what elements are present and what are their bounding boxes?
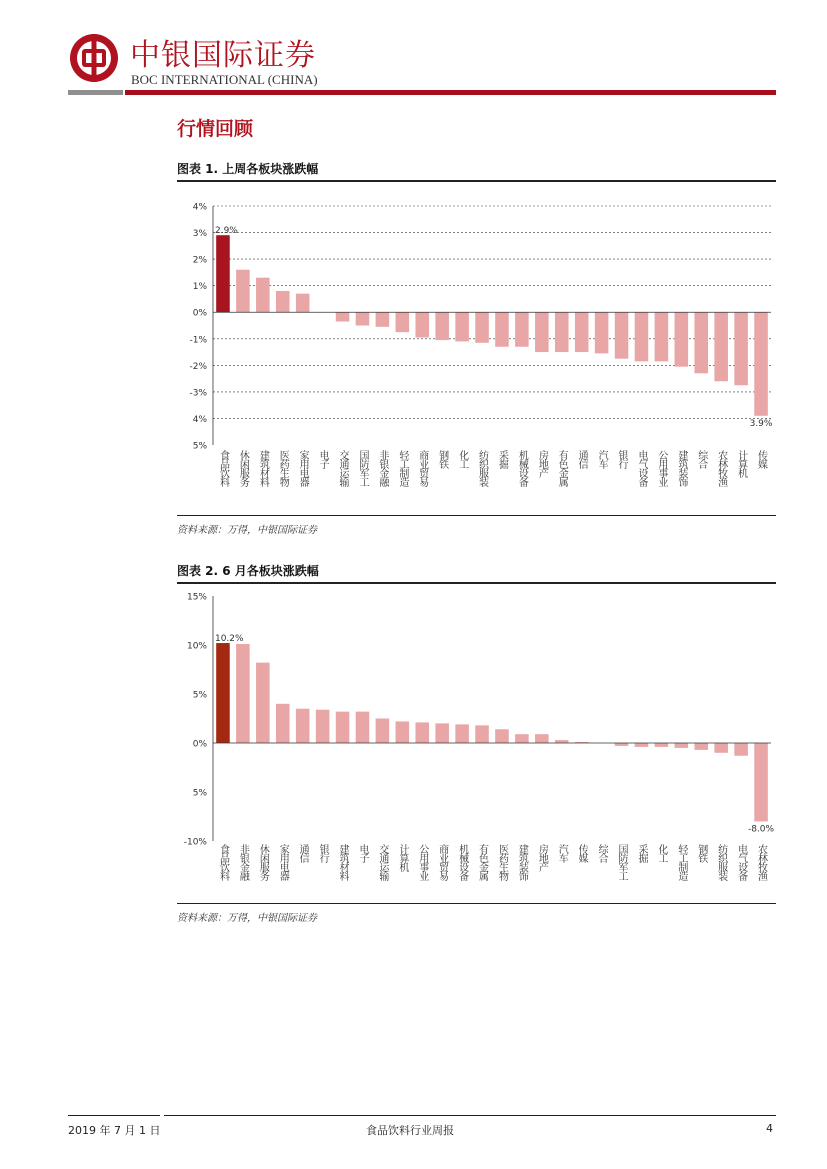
fig1-data-label-last: 3.9% <box>749 418 773 429</box>
figure2-chart <box>177 586 776 902</box>
fig2-y-tick-label: 10% <box>186 641 207 652</box>
fig1-category-label: 商业贸易 <box>416 450 428 486</box>
fig1-bar <box>256 278 270 313</box>
fig2-category-label: 国防军工 <box>616 844 628 880</box>
fig2-bar <box>236 644 250 743</box>
fig1-category-label: 非银金融 <box>376 450 388 486</box>
fig1-data-label-first: 2.9% <box>214 226 238 237</box>
fig2-category-label: 农林牧渔 <box>755 844 767 880</box>
fig2-category-label: 建筑装饰 <box>516 844 528 880</box>
fig2-bar <box>754 743 768 821</box>
footer-rule-left <box>68 1115 160 1116</box>
fig1-category-label: 农林牧渔 <box>715 450 727 486</box>
figure1-bottom-rule <box>177 515 776 516</box>
fig2-bar <box>455 724 469 743</box>
fig1-bar <box>714 312 728 381</box>
fig2-bar <box>734 743 748 756</box>
fig1-y-tick-label: 4% <box>192 202 207 213</box>
fig2-bar <box>276 704 290 743</box>
fig2-category-label: 钢铁 <box>695 844 707 862</box>
fig1-bar <box>415 312 429 337</box>
fig1-category-label: 采掘 <box>496 450 508 468</box>
fig1-y-tick-label: -2% <box>189 361 207 372</box>
fig1-bar <box>555 312 569 352</box>
section-title: 行情回顾 <box>177 118 254 140</box>
fig2-bar <box>615 743 629 746</box>
fig2-bar <box>216 643 230 743</box>
fig1-bar <box>754 312 768 416</box>
fig1-category-label: 银行 <box>616 450 628 468</box>
fig2-y-tick-label: 15% <box>186 592 207 603</box>
fig2-bar <box>515 734 529 743</box>
fig2-data-label-first: 10.2% <box>214 634 244 645</box>
fig2-bar <box>256 663 270 743</box>
fig1-y-tick-label: -3% <box>189 388 207 399</box>
fig1-bar <box>276 291 290 312</box>
fig2-category-label: 家用电器 <box>277 844 289 880</box>
fig1-category-label: 家用电器 <box>297 450 309 486</box>
fig2-category-label: 交通运输 <box>376 844 388 880</box>
figure1-source: 资料来源：万得，中银国际证券 <box>177 525 317 536</box>
fig1-bar <box>535 312 549 352</box>
fig2-category-label: 通信 <box>297 844 309 862</box>
fig1-category-label: 综合 <box>695 450 707 468</box>
fig2-bar <box>555 740 569 743</box>
fig2-bar <box>296 709 310 743</box>
fig1-y-tick-label: 4% <box>192 414 207 425</box>
fig1-bar <box>376 312 390 327</box>
fig1-category-label: 有色金属 <box>556 450 568 486</box>
fig2-bar <box>714 743 728 753</box>
fig2-category-label: 纺织服装 <box>715 844 727 880</box>
fig1-category-label: 汽车 <box>596 450 608 468</box>
fig1-bar <box>675 312 689 366</box>
fig1-bar <box>396 312 410 332</box>
fig2-bar <box>435 723 449 743</box>
fig2-category-label: 化工 <box>655 844 667 862</box>
footer-report-name: 食品饮料行业周报 <box>366 1124 454 1137</box>
fig2-category-label: 银行 <box>317 844 329 862</box>
fig1-category-label: 国防军工 <box>356 450 368 486</box>
fig1-category-label: 钢铁 <box>436 450 448 468</box>
figure2-bottom-rule <box>177 903 776 904</box>
fig2-bar <box>356 712 370 743</box>
figure2-source: 资料来源：万得，中银国际证券 <box>177 913 317 924</box>
fig1-category-label: 医药生物 <box>277 450 289 486</box>
fig2-category-label: 公用事业 <box>416 844 428 880</box>
fig1-bar <box>296 294 310 313</box>
fig1-category-label: 化工 <box>456 450 468 468</box>
fig1-category-label: 电子 <box>317 450 329 468</box>
fig1-y-tick-label: 0% <box>192 308 207 319</box>
fig2-category-label: 计算机 <box>396 844 408 871</box>
fig2-category-label: 汽车 <box>556 844 568 862</box>
fig2-data-label-last: -8.0% <box>747 824 775 835</box>
logo-block <box>68 30 368 92</box>
fig2-y-tick-label: 5% <box>192 690 207 701</box>
fig2-bar <box>396 721 410 743</box>
fig1-bar <box>734 312 748 385</box>
fig1-bar <box>236 270 250 312</box>
fig2-bar <box>535 734 549 743</box>
fig2-category-label: 建筑材料 <box>337 844 349 880</box>
fig1-category-label: 电气设备 <box>635 450 647 486</box>
fig1-category-label: 交通运输 <box>337 450 349 486</box>
fig2-category-label: 综合 <box>596 844 608 862</box>
fig1-bar <box>216 235 230 312</box>
fig1-category-label: 建筑装饰 <box>675 450 687 486</box>
fig2-category-label: 休闲服务 <box>257 844 269 880</box>
footer-date: 2019 年 7 月 1 日 <box>68 1124 161 1137</box>
fig2-bar <box>316 710 330 743</box>
header-rule-red <box>125 90 776 95</box>
fig1-category-label: 房地产 <box>536 450 548 477</box>
company-name-cn: 中银国际证券 <box>130 38 316 73</box>
fig1-bar <box>615 312 629 358</box>
fig1-bar <box>455 312 469 341</box>
fig2-category-label: 房地产 <box>536 844 548 871</box>
fig2-category-label: 非银金融 <box>237 844 249 880</box>
figure1-title: 图表 1. 上周各板块涨跌幅 <box>177 162 319 176</box>
fig2-category-label: 传媒 <box>576 844 588 862</box>
fig2-bar <box>475 725 489 743</box>
fig1-y-tick-label: 5% <box>192 441 207 452</box>
fig1-category-label: 建筑材料 <box>257 450 269 486</box>
fig2-bar <box>376 719 390 744</box>
figure2-title: 图表 2. 6 月各板块涨跌幅 <box>177 564 319 578</box>
fig1-category-label: 公用事业 <box>655 450 667 486</box>
fig1-category-label: 轻工制造 <box>396 450 408 486</box>
fig1-y-tick-label: -1% <box>189 335 207 346</box>
fig1-bar <box>356 312 370 325</box>
fig2-category-label: 电子 <box>356 844 368 862</box>
header-rule-gray <box>68 90 123 95</box>
fig2-bar <box>694 743 708 750</box>
fig2-bar <box>415 722 429 743</box>
fig1-category-label: 传媒 <box>755 450 767 468</box>
fig2-y-tick-label: 0% <box>192 739 207 750</box>
fig2-category-label: 电气设备 <box>735 844 747 880</box>
fig1-bar <box>475 312 489 343</box>
fig1-bar <box>694 312 708 373</box>
figure1-chart <box>177 184 776 514</box>
fig2-bar <box>336 712 350 743</box>
company-name-en: BOC INTERNATIONAL (CHINA) <box>131 72 318 87</box>
fig1-bar <box>515 312 529 347</box>
fig2-y-tick-label: 5% <box>192 788 207 799</box>
fig1-category-label: 纺织服装 <box>476 450 488 486</box>
fig1-bar <box>495 312 509 347</box>
fig2-category-label: 食品饮料 <box>217 844 229 880</box>
fig2-category-label: 轻工制造 <box>675 844 687 880</box>
fig2-category-label: 有色金属 <box>476 844 488 880</box>
fig2-bar <box>495 729 509 743</box>
boc-logo-icon <box>68 32 120 84</box>
fig1-category-label: 计算机 <box>735 450 747 477</box>
fig1-category-label: 休闲服务 <box>237 450 249 486</box>
figure1-top-rule <box>177 180 776 182</box>
fig2-bar <box>675 743 689 748</box>
fig1-bar <box>655 312 669 361</box>
fig2-bar <box>635 743 649 747</box>
fig1-bar <box>635 312 649 361</box>
fig1-y-tick-label: 2% <box>192 255 207 266</box>
fig1-bar <box>595 312 609 353</box>
fig1-bar <box>575 312 589 352</box>
fig2-category-label: 机械设备 <box>456 844 468 880</box>
fig2-bar <box>655 743 669 747</box>
fig1-bar <box>336 312 350 321</box>
fig1-category-label: 通信 <box>576 450 588 468</box>
fig2-category-label: 商业贸易 <box>436 844 448 880</box>
fig1-y-tick-label: 1% <box>192 282 207 293</box>
figure2-top-rule <box>177 582 776 584</box>
fig2-category-label: 医药生物 <box>496 844 508 880</box>
fig2-y-tick-label: -10% <box>183 837 207 848</box>
footer-page-number: 4 <box>766 1122 773 1135</box>
footer-rule-right <box>164 1115 776 1116</box>
fig1-bar <box>435 312 449 340</box>
fig1-y-tick-label: 3% <box>192 229 207 240</box>
fig2-category-label: 采掘 <box>635 844 647 862</box>
fig1-category-label: 食品饮料 <box>217 450 229 486</box>
fig1-category-label: 机械设备 <box>516 450 528 486</box>
